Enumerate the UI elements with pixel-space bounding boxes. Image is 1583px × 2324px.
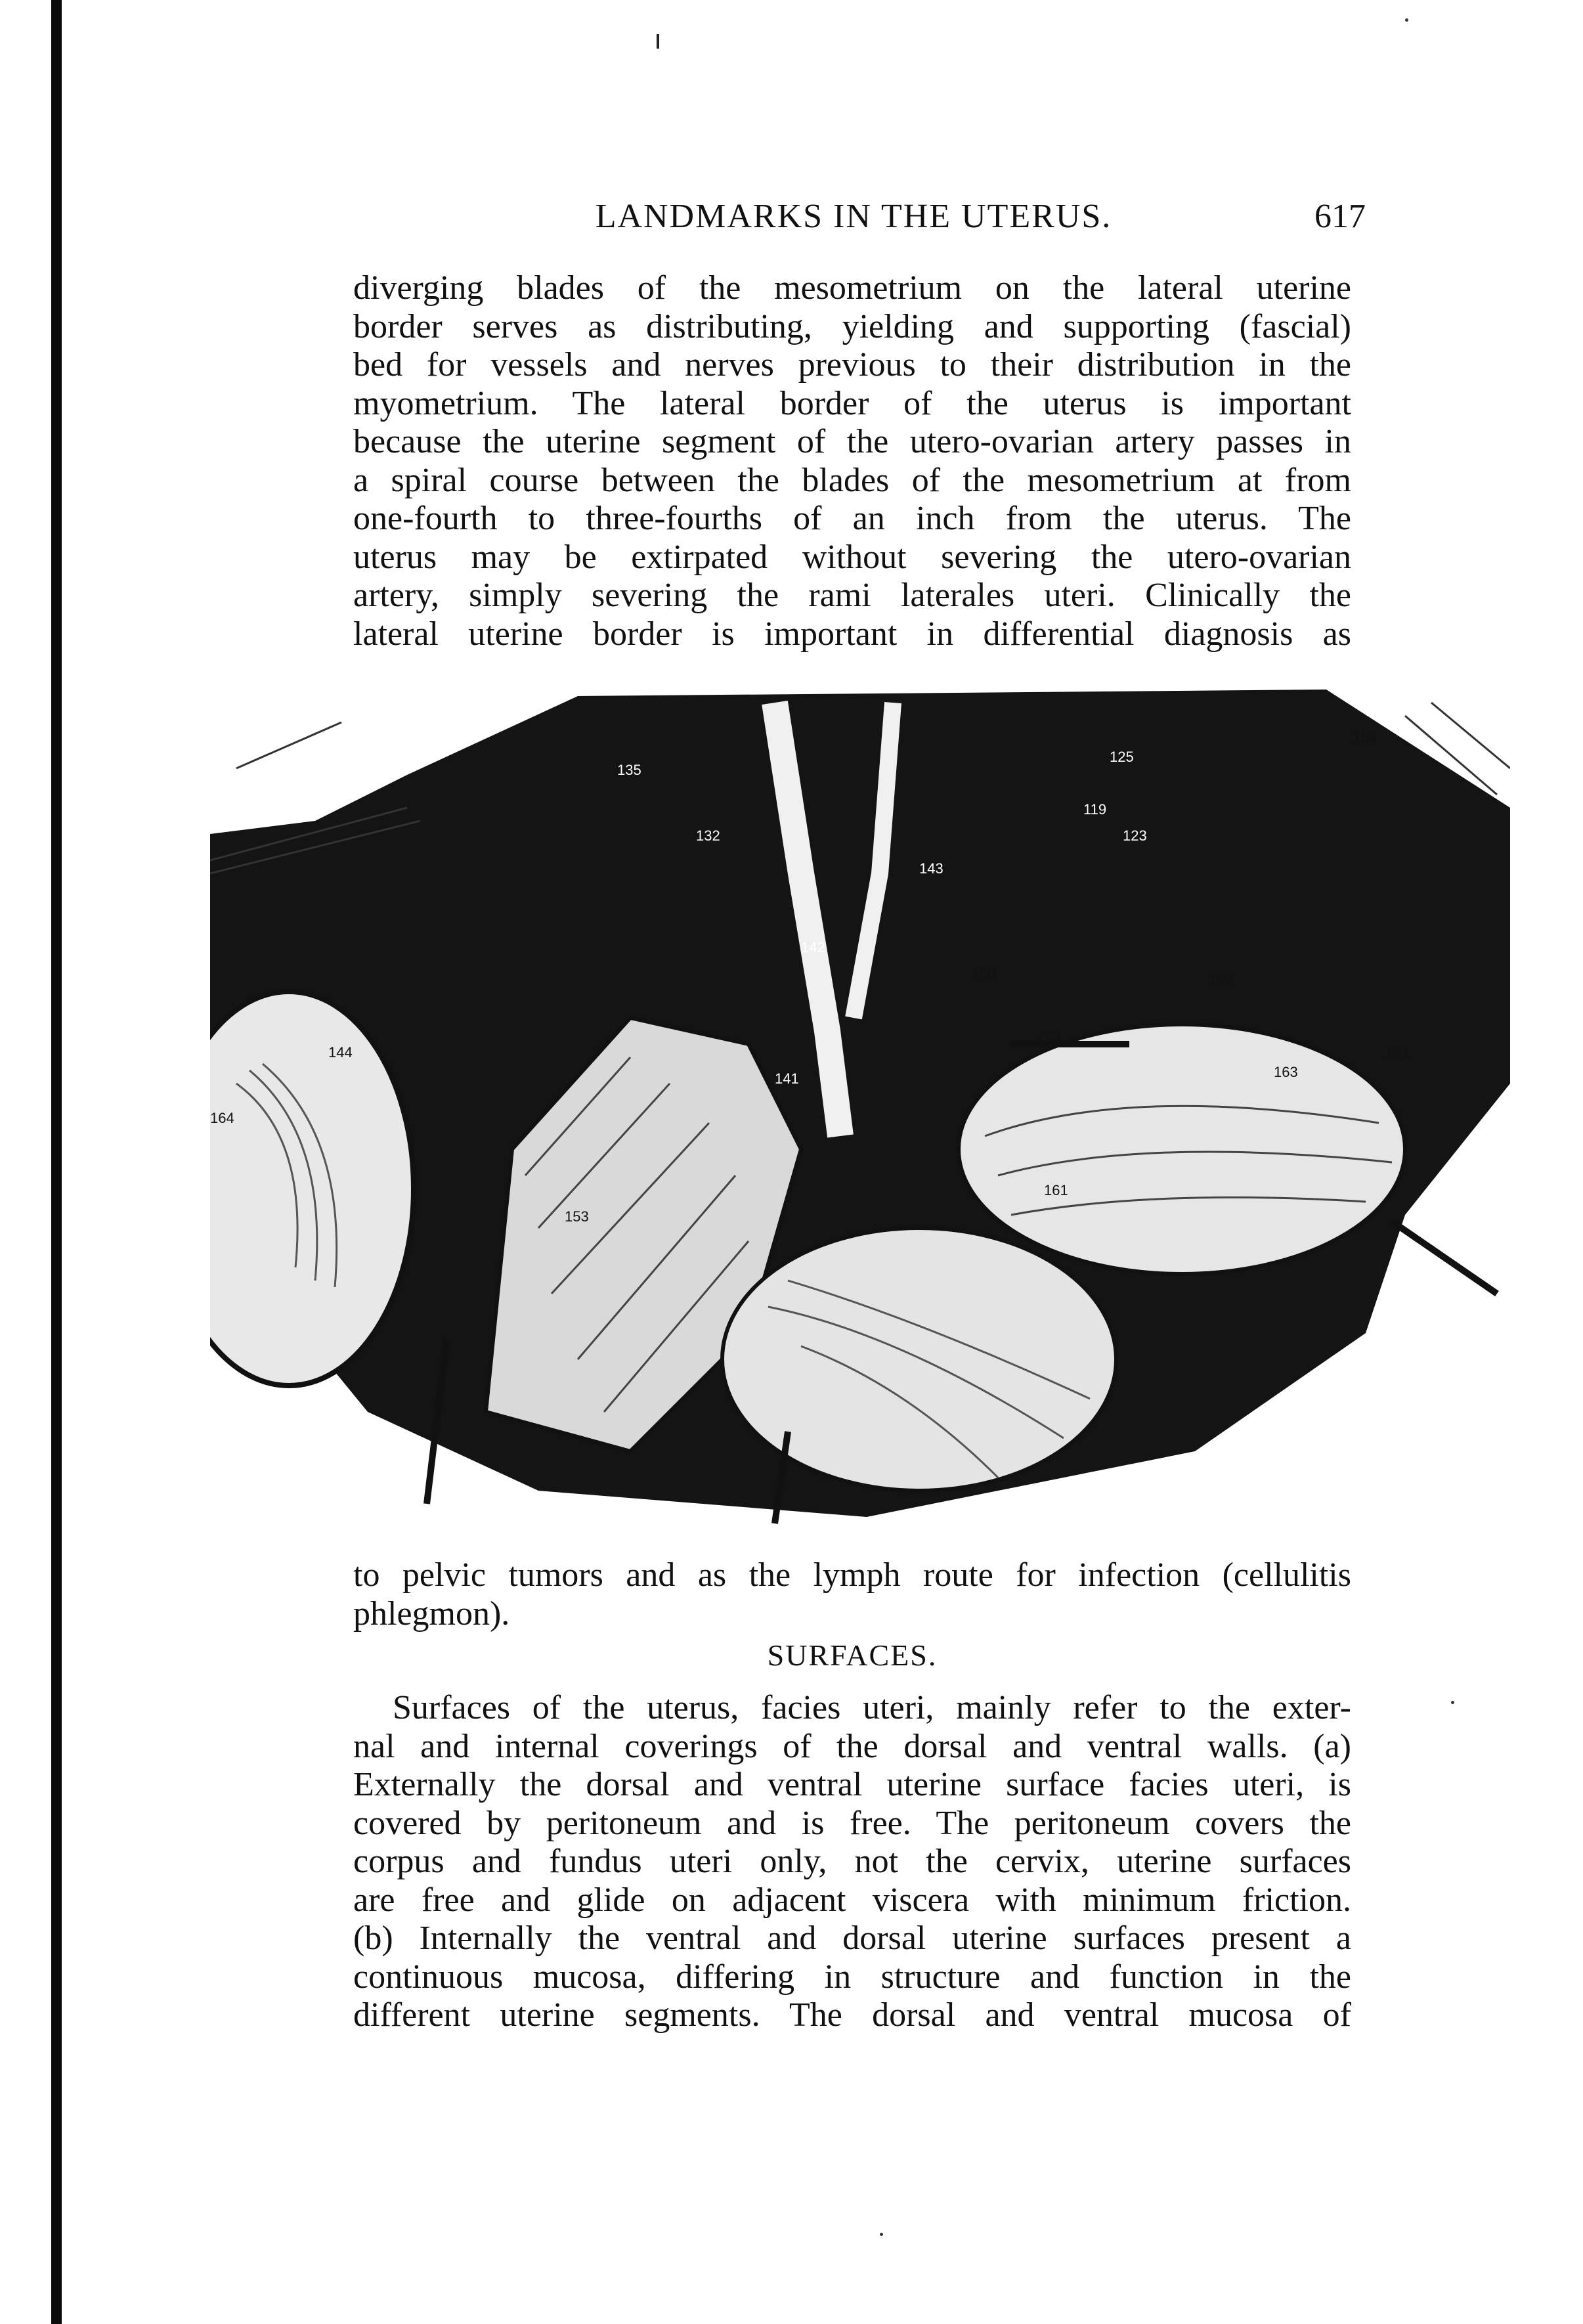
text-line: continuous mucosa, differing in structure and function in the [353,1958,1351,1996]
label-163: 163 [1274,1064,1298,1080]
label-164: 164 [210,1110,234,1126]
text-line: uterus may be extirpated without severing the utero-ovarian [353,538,1351,576]
label-162: 162 [1208,972,1232,988]
text-line: bed for vessels and nerves previous to their distribution in the [353,346,1351,384]
section-heading: SURFACES. [767,1638,938,1672]
scan-speck [1451,1701,1454,1704]
text-line: to pelvic tumors and as the lymph route for infection (cellulitis [353,1556,1351,1594]
label-191: 191 [1385,1044,1410,1061]
text-line: lateral uterine border is important in differential diagnosis as [353,615,1351,653]
label-135: 135 [617,762,641,778]
page-number: 617 [1314,198,1366,235]
text-line: (b) Internally the ventral and dorsal uterine surfaces present a [353,1919,1351,1957]
text-line: artery, simply severing the rami laterales uteri. Clinically the [353,577,1351,614]
text-line: nal and internal coverings of the dorsal and ventral walls. (a) [353,1727,1351,1765]
label-142: 142 [801,939,825,955]
scan-speck [880,2233,883,2236]
text-line: phlegmon). [353,1594,510,1633]
label-132: 132 [696,827,720,844]
text-line: different uterine segments. The dorsal and ventral mucosa of [353,1996,1351,2034]
anatomical-illustration [210,676,1510,1530]
illustration-drawing [210,676,1510,1530]
text-line: corpus and fundus uteri only, not the cervix, uterine surfaces [353,1843,1351,1880]
text-line: one-fourth to three-fourths of an inch from the uterus. The [353,500,1351,537]
running-title: LANDMARKS IN THE UTERUS. [595,198,1112,235]
paragraph-continuation [353,1556,1351,1633]
paragraph-surfaces [353,1689,1351,2035]
label-125: 125 [1110,749,1134,765]
paragraph-lateral-border [353,269,1351,653]
label-160: 160 [972,965,996,982]
text-line: a spiral course between the blades of the mesometrium at from [353,461,1351,499]
ovarian-mass [959,1024,1405,1274]
text-line: border serves as distributing, yielding and supporting (fascial) [353,307,1351,345]
lower-organ [722,1228,1116,1491]
text-line: because the uterine segment of the utero-ovarian artery passes in [353,423,1351,460]
page-header [341,197,1366,250]
text-line: are free and glide on adjacent viscera with minimum friction. [353,1881,1351,1919]
text-line: myometrium. The lateral border of the uterus is important [353,384,1351,422]
label-154: 154 [1037,1031,1062,1047]
scan-tick-mark [657,34,659,49]
text-line: Surfaces of the uterus, facies uteri, mainly refer to the exter- [393,1689,1351,1726]
label-119: 119 [1083,801,1107,818]
label-161: 161 [1044,1182,1068,1198]
text-line: Externally the dorsal and ventral uterine surface facies uteri, is [353,1766,1351,1803]
label-141: 141 [775,1070,799,1087]
text-line: covered by peritoneum and is free. The peritoneum covers the [353,1804,1351,1842]
text-line: diverging blades of the mesometrium on the lateral uterine [353,269,1351,307]
label-144: 144 [328,1044,353,1061]
label-143: 143 [919,860,943,877]
label-166: 166 [1353,729,1377,745]
label-153: 153 [565,1208,589,1225]
label-123: 123 [1123,827,1147,844]
scan-speck [1405,18,1408,22]
scan-edge-shadow [51,0,62,2324]
